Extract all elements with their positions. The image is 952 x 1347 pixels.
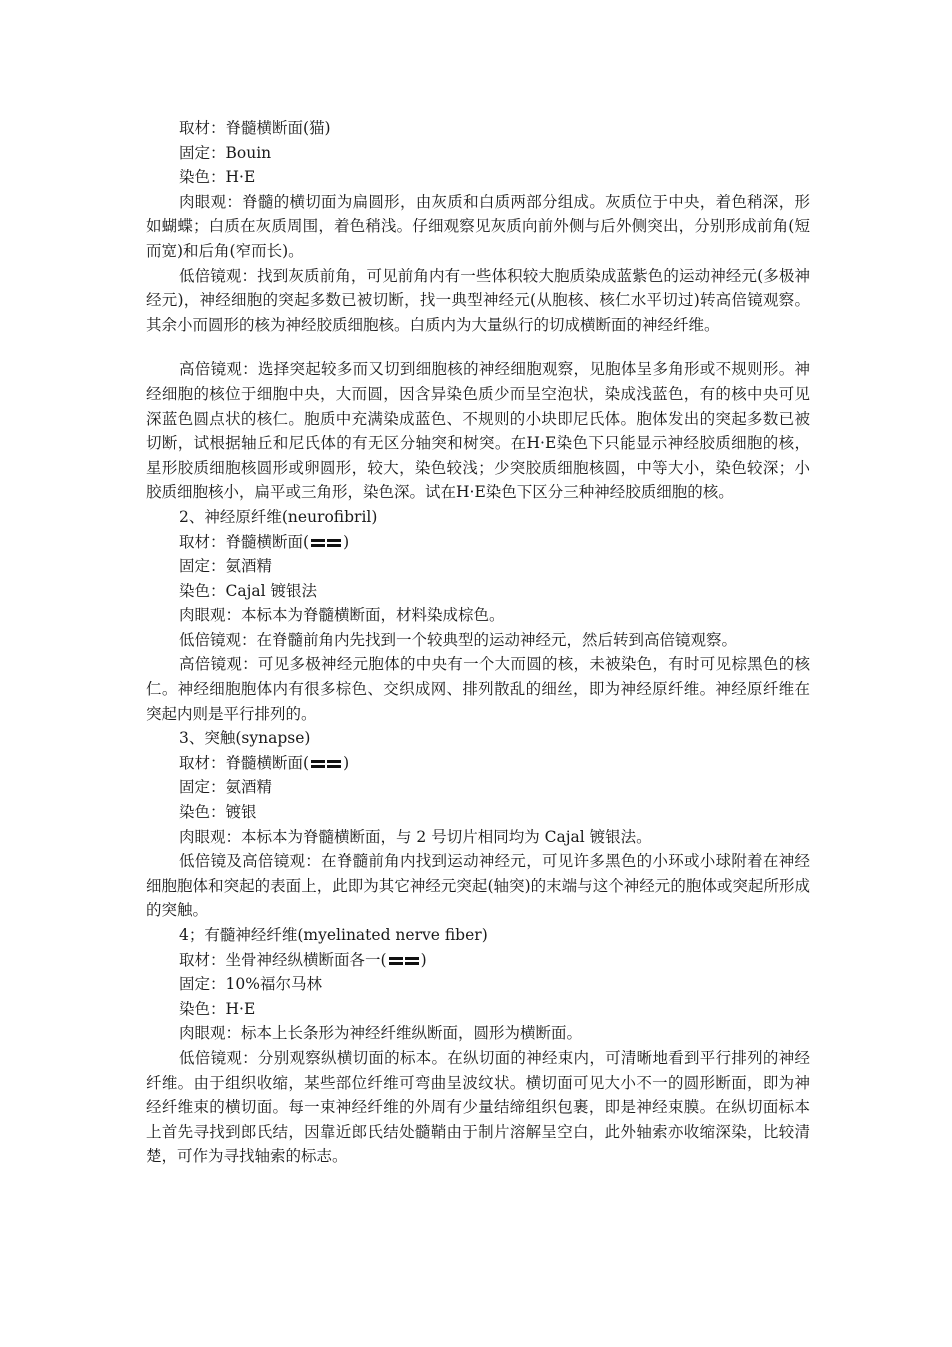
s4-stain: 染色：H·E [179, 999, 256, 1018]
s2-stain: 染色：Cajal 镀银法 [179, 581, 318, 600]
s1-gross-observation: 肉眼观：脊髓的横切面为扁圆形，由灰质和白质两部分组成。灰质位于中央，着色稍深，形如蝴蝶；白质在灰质周围，着色稍浅。仔细观察见灰质向前外侧与后外侧突出，分别形成前角(短而宽)和后角(窄而长)。 [146, 192, 810, 260]
s4-material [146, 948, 810, 973]
slide-symbol-icon [388, 955, 420, 967]
s2-high-power-observation: 高倍镜观：可见多极神经元胞体的中央有一个大而圆的核，未被染色，有时可见棕黑色的核仁。神经细胞胞体内有很多棕色、交织成网、排列散乱的细丝，即为神经原纤维。神经原纤维在突起内则是平行排列的。 [146, 655, 810, 723]
s4-heading: 4；有髓神经纤维(myelinated nerve fiber) [179, 926, 488, 944]
s3-fixation: 固定：氨酒精 [179, 778, 273, 797]
s2-heading: 2、神经原纤维(neurofibril) [179, 507, 378, 526]
s2-gross-observation: 肉眼观：本标本为脊髓横断面，材料染成棕色。 [179, 606, 505, 625]
s4-fixation: 固定：10%福尔马林 [179, 975, 322, 994]
s3-material [146, 751, 810, 776]
s3-heading: 3、突触(synapse) [179, 729, 311, 748]
s1-material: 取材：脊髓横断面(猫) [179, 119, 331, 137]
s2-fixation: 固定：氨酒精 [179, 557, 273, 576]
s2-low-power-observation: 低倍镜观：在脊髓前角内先找到一个较典型的运动神经元，然后转到高倍镜观察。 [179, 630, 738, 649]
s3-material-close: ) [343, 753, 350, 772]
s4-gross-observation: 肉眼观：标本上长条形为神经纤维纵断面，圆形为横断面。 [179, 1024, 583, 1043]
slide-symbol-icon [310, 758, 342, 770]
slide-symbol-icon [310, 537, 342, 549]
s1-stain: 染色：H·E [179, 168, 256, 187]
s3-stain: 染色：镀银 [179, 803, 257, 822]
document-page [146, 116, 810, 1169]
s3-low-high-power-observation: 低倍镜及高倍镜观：在脊髓前角内找到运动神经元，可见许多黑色的小环或小球附着在神经细胞胞体和突起的表面上，此即为其它神经元突起(轴突)的末端与这个神经元的胞体或突起所形成的突触。 [146, 852, 810, 920]
s1-low-power-observation: 低倍镜观：找到灰质前角，可见前角内有一些体积较大胞质染成蓝紫色的运动神经元(多极神经元)，神经细胞的突起多数已被切断，找一典型神经元(从胞核、核仁水平切过)转高倍镜观察。其余小而圆形的核为神经胶质细胞核。白质内为大量纵行的切成横断面的神经纤维。 [146, 266, 810, 334]
s4-material-close: ) [420, 950, 427, 969]
s3-gross-observation: 肉眼观：本标本为脊髓横断面，与 2 号切片相同均为 Cajal 镀银法。 [179, 827, 652, 846]
paragraph-gap [146, 337, 810, 357]
s2-material [146, 530, 810, 555]
s4-low-power-observation: 低倍镜观：分别观察纵横切面的标本。在纵切面的神经束内，可清晰地看到平行排列的神经纤维。由于组织收缩，某些部位纤维可弯曲呈波纹状。横切面可见大小不一的圆形断面，即为神经纤维束的横切面。每一束神经纤维的外周有少量结缔组织包裹，即是神经束膜。在纵切面标本上首先寻找到郎氏结，因靠近郎氏结处髓鞘由于制片溶解呈空白，此外轴索亦收缩深染，比较清楚，可作为寻找轴索的标志。 [146, 1048, 810, 1166]
s2-material-text: 取材：脊髓横断面( [179, 532, 310, 551]
s1-fixation: 固定：Bouin [179, 143, 272, 162]
s1-high-power-observation: 高倍镜观：选择突起较多而又切到细胞核的神经细胞观察，见胞体呈多角形或不规则形。神经细胞的核位于细胞中央，大而圆，因含异染色质少而呈空泡状，染成浅蓝色，有的核中央可见深蓝色圆点状的核仁。胞质中充满染成蓝色、不规则的小块即尼氏体。胞体发出的突起多数已被切断，试根据轴丘和尼氏体的有无区分轴突和树突。在H·E染色下只能显示神经胶质细胞的核，星形胶质细胞核圆形或卵圆形，较大，染色较浅；少突胶质细胞核圆，中等大小，染色较深；小胶质细胞核小，扁平或三角形，染色深。试在H·E染色下区分三种神经胶质细胞的核。 [146, 360, 810, 502]
s4-material-text: 取材：坐骨神经纵横断面各一( [179, 950, 387, 969]
s3-material-text: 取材：脊髓横断面( [179, 753, 310, 772]
s2-material-close: ) [343, 532, 350, 551]
